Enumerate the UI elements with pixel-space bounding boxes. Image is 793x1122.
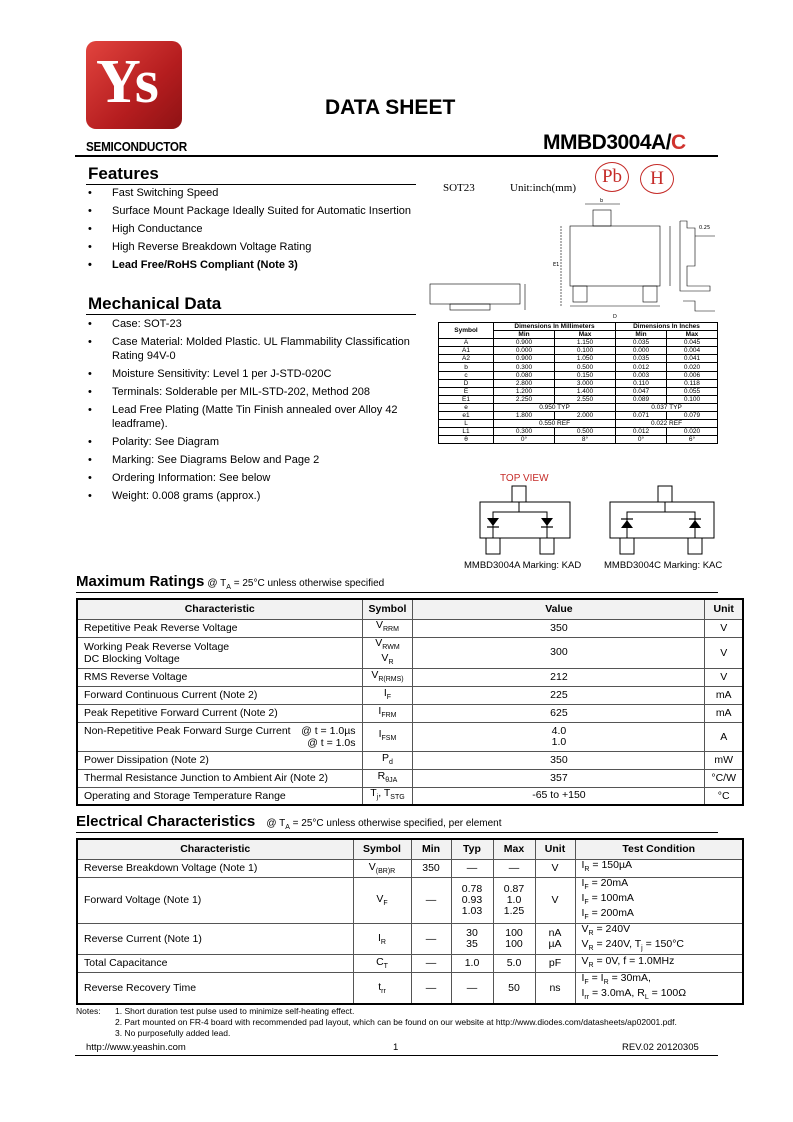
ec-header-test-condition: Test Condition bbox=[575, 839, 743, 859]
dim-in-max: 0.055 bbox=[666, 387, 717, 395]
electrical-condition bbox=[266, 818, 501, 829]
dim-mm-max: 2.000 bbox=[555, 412, 616, 420]
mr-unit: V bbox=[705, 619, 743, 637]
pb-free-badge bbox=[595, 162, 629, 192]
page-number: 1 bbox=[393, 1042, 399, 1053]
ec-characteristic: Reverse Recovery Time bbox=[77, 972, 353, 1004]
ec-symbol: $I_R$ bbox=[353, 923, 411, 954]
mechanical-item: • Lead Free Plating (Matte Tin Finish annealed over Alloy 42 leadframe). bbox=[86, 403, 421, 431]
dim-mm-max: 1.150 bbox=[555, 339, 616, 347]
company-logo bbox=[86, 41, 182, 129]
dim-in-min: 0.110 bbox=[616, 379, 667, 387]
dim-symbol: b bbox=[439, 363, 494, 371]
electrical-rule bbox=[76, 832, 718, 833]
note-item: 3. No purposefully added lead. bbox=[115, 1028, 231, 1038]
mr-symbol: $I_{FSM}$ bbox=[362, 722, 413, 751]
dim-mm-min: 0.300 bbox=[494, 428, 555, 436]
mr-unit: mA bbox=[705, 704, 743, 722]
mechanical-item: • Case Material: Molded Plastic. UL Flammability Classification Rating 94V-0 bbox=[86, 335, 421, 363]
ec-min: — bbox=[411, 877, 451, 923]
mr-value: 350 bbox=[413, 619, 705, 637]
header-rule bbox=[75, 155, 718, 157]
ec-row bbox=[77, 972, 743, 1004]
dim-row bbox=[439, 387, 718, 395]
diode-symbol-1 bbox=[487, 518, 499, 526]
mr-symbol: $P_d$ bbox=[362, 751, 413, 769]
dim-row bbox=[439, 412, 718, 420]
dim-symbol: L1 bbox=[439, 428, 494, 436]
mechanical-item: • Weight: 0.008 grams (approx.) bbox=[86, 489, 421, 503]
electrical-title: Electrical Characteristics bbox=[76, 813, 256, 830]
dim-mm-max: 2.550 bbox=[555, 395, 616, 403]
ec-header-unit: Unit bbox=[535, 839, 575, 859]
dim-in-min: 0.071 bbox=[616, 412, 667, 420]
dim-in-typ: 0.037 TYP bbox=[616, 403, 718, 411]
mr-characteristic: Power Dissipation (Note 2) bbox=[77, 751, 362, 769]
max-ratings-title: Maximum Ratings bbox=[76, 573, 205, 590]
dim-in-min: 0.003 bbox=[616, 371, 667, 379]
ec-characteristic: Total Capacitance bbox=[77, 954, 353, 972]
feature-item: • High Reverse Breakdown Voltage Rating bbox=[86, 240, 416, 254]
mechanical-rule bbox=[86, 314, 416, 315]
dim-mm-max: 0.500 bbox=[555, 428, 616, 436]
dim-row bbox=[439, 395, 718, 403]
part-number-main: MMBD3004A/ bbox=[543, 131, 672, 154]
mr-characteristic: RMS Reverse Voltage bbox=[77, 668, 362, 686]
mr-unit: A bbox=[705, 722, 743, 751]
dim-symbol: E1 bbox=[439, 395, 494, 403]
dim-symbol: A2 bbox=[439, 355, 494, 363]
ec-typ: 0.78 0.93 1.03 bbox=[451, 877, 493, 923]
document-title: DATA SHEET bbox=[325, 96, 456, 119]
mr-characteristic: Non-Repetitive Peak Forward Surge Current @ t = 1.0µs @ t = 1.0s bbox=[77, 722, 362, 751]
diode-symbol-4 bbox=[689, 520, 701, 528]
ec-min: 350 bbox=[411, 859, 451, 877]
mr-unit: °C bbox=[705, 787, 743, 805]
mr-characteristic: Working Peak Reverse Voltage DC Blocking Voltage bbox=[77, 637, 362, 668]
mr-value: 357 bbox=[413, 769, 705, 787]
dim-row bbox=[439, 355, 718, 363]
dim-symbol: E bbox=[439, 387, 494, 395]
dim-label-e1: E1 bbox=[553, 262, 560, 268]
dim-symbol: L bbox=[439, 420, 494, 428]
ec-typ: — bbox=[451, 859, 493, 877]
note-item: 2. Part mounted on FR-4 board with recommended pad layout, which can be found on our website at http://www.diodes.com/datasheets/ap02001.pdf. bbox=[115, 1017, 677, 1027]
package-outline-drawing bbox=[425, 196, 720, 321]
mr-value: 212 bbox=[413, 668, 705, 686]
mechanical-title: Mechanical Data bbox=[88, 294, 222, 313]
dim-symbol: D bbox=[439, 379, 494, 387]
mr-value: -65 to +150 bbox=[413, 787, 705, 805]
logo-text: Ys bbox=[96, 48, 153, 116]
dim-header-max: Max bbox=[555, 331, 616, 339]
dim-label-b: b bbox=[600, 198, 604, 204]
dim-mm-max: 1.400 bbox=[555, 387, 616, 395]
ec-row bbox=[77, 877, 743, 923]
mr-characteristic: Operating and Storage Temperature Range bbox=[77, 787, 362, 805]
ec-test-condition: $I_F = I_R = 30mA$, $I_{rr} = 3.0mA$, $R_L = 100\Omega$ bbox=[575, 972, 743, 1004]
dim-in-min: 0.012 bbox=[616, 428, 667, 436]
ec-header-min: Min bbox=[411, 839, 451, 859]
mr-header-symbol: Symbol bbox=[362, 599, 413, 619]
dim-in-max: 0.100 bbox=[666, 395, 717, 403]
dim-in-max: 0.006 bbox=[666, 371, 717, 379]
mr-symbol: $I_{FRM}$ bbox=[362, 704, 413, 722]
ec-characteristic: Reverse Breakdown Voltage (Note 1) bbox=[77, 859, 353, 877]
max-ratings-condition bbox=[207, 578, 384, 589]
revision: REV.02 20120305 bbox=[622, 1042, 699, 1053]
features-list bbox=[86, 186, 416, 276]
ec-max: — bbox=[493, 859, 535, 877]
mr-row bbox=[77, 769, 743, 787]
ec-test-condition: $I_R = 150\mu A$ bbox=[575, 859, 743, 877]
mr-row bbox=[77, 722, 743, 751]
ec-max: 5.0 bbox=[493, 954, 535, 972]
mr-row bbox=[77, 704, 743, 722]
ec-min: — bbox=[411, 972, 451, 1004]
mr-symbol: $I_F$ bbox=[362, 686, 413, 704]
dim-in-min: 0.047 bbox=[616, 387, 667, 395]
ec-row bbox=[77, 923, 743, 954]
marking-diagram-kad bbox=[470, 484, 580, 556]
dim-mm-typ: 0.550 REF bbox=[494, 420, 616, 428]
ec-header-symbol: Symbol bbox=[353, 839, 411, 859]
dim-symbol: c bbox=[439, 371, 494, 379]
mr-header-unit: Unit bbox=[705, 599, 743, 619]
max-ratings-table bbox=[76, 598, 744, 806]
features-title: Features bbox=[88, 164, 159, 183]
mechanical-item: • Polarity: See Diagram bbox=[86, 435, 421, 449]
top-view-label bbox=[500, 473, 549, 484]
marking-diagram-kac bbox=[608, 484, 718, 556]
dim-mm-max: 0.500 bbox=[555, 363, 616, 371]
dim-in-min: 0° bbox=[616, 436, 667, 444]
dim-row bbox=[439, 371, 718, 379]
mr-unit: V bbox=[705, 637, 743, 668]
ec-header-max: Max bbox=[493, 839, 535, 859]
dim-in-max: 0.041 bbox=[666, 355, 717, 363]
ec-max: 100 100 bbox=[493, 923, 535, 954]
mr-value: 4.0 1.0 bbox=[413, 722, 705, 751]
part-number bbox=[543, 131, 686, 155]
mr-row bbox=[77, 787, 743, 805]
diode-symbol-2 bbox=[541, 518, 553, 526]
feature-item: • Fast Switching Speed bbox=[86, 186, 416, 200]
dim-row bbox=[439, 339, 718, 347]
dim-mm-max: 1.050 bbox=[555, 355, 616, 363]
mr-unit: mA bbox=[705, 686, 743, 704]
ec-min: — bbox=[411, 923, 451, 954]
features-rule bbox=[86, 184, 416, 185]
cond-sub: A bbox=[285, 824, 290, 831]
ec-max: 0.87 1.0 1.25 bbox=[493, 877, 535, 923]
dim-row bbox=[439, 347, 718, 355]
dim-mm-min: 0° bbox=[494, 436, 555, 444]
electrical-heading bbox=[76, 813, 502, 831]
dim-mm-typ: 0.950 TYP bbox=[494, 403, 616, 411]
halogen-free-badge bbox=[640, 164, 674, 194]
mr-header-characteristic: Characteristic bbox=[77, 599, 362, 619]
mr-characteristic: Peak Repetitive Forward Current (Note 2) bbox=[77, 704, 362, 722]
mr-symbol: $V_{RRM}$ bbox=[362, 619, 413, 637]
h-badge-text: H bbox=[650, 168, 664, 189]
mr-symbol: $T_j$, $T_{STG}$ bbox=[362, 787, 413, 805]
mr-row bbox=[77, 751, 743, 769]
dim-row bbox=[439, 363, 718, 371]
notes-label: Notes: bbox=[76, 1006, 101, 1016]
footer-url[interactable]: http://www.yeashin.com bbox=[86, 1042, 186, 1053]
ec-unit: pF bbox=[535, 954, 575, 972]
dim-in-max: 0.020 bbox=[666, 363, 717, 371]
mr-unit: mW bbox=[705, 751, 743, 769]
dim-in-min: 0.000 bbox=[616, 347, 667, 355]
dim-header-symbol: Symbol bbox=[439, 323, 494, 339]
mr-symbol: $V_{R(RMS)}$ bbox=[362, 668, 413, 686]
dim-in-max: 0.045 bbox=[666, 339, 717, 347]
marking-kad-label: MMBD3004A Marking: KAD bbox=[464, 560, 582, 571]
mr-value: 350 bbox=[413, 751, 705, 769]
dim-row bbox=[439, 436, 718, 444]
package-unit: Unit:inch(mm) bbox=[510, 182, 576, 194]
ec-unit: V bbox=[535, 859, 575, 877]
dim-symbol: θ bbox=[439, 436, 494, 444]
mechanical-item: • Case: SOT-23 bbox=[86, 317, 421, 331]
dim-mm-min: 0.900 bbox=[494, 339, 555, 347]
ec-max: 50 bbox=[493, 972, 535, 1004]
top-view-text: TOP VIEW bbox=[500, 473, 549, 484]
dim-in-max: 0.118 bbox=[666, 379, 717, 387]
marking-kac-label: MMBD3004C Marking: KAC bbox=[604, 560, 723, 571]
mechanical-item: • Marking: See Diagrams Below and Page 2 bbox=[86, 453, 421, 467]
mr-header-value: Value bbox=[413, 599, 705, 619]
dim-header-in: Dimensions In Inches bbox=[616, 323, 718, 331]
dim-in-min: 0.035 bbox=[616, 355, 667, 363]
notes-list bbox=[115, 1006, 745, 1039]
dim-mm-min: 0.300 bbox=[494, 363, 555, 371]
dim-row bbox=[439, 428, 718, 436]
dim-header-max: Max bbox=[666, 331, 717, 339]
ec-characteristic: Forward Voltage (Note 1) bbox=[77, 877, 353, 923]
mr-row bbox=[77, 619, 743, 637]
dim-mm-min: 0.900 bbox=[494, 355, 555, 363]
ec-test-condition: $V_R = 0V$, f = 1.0MHz bbox=[575, 954, 743, 972]
ec-characteristic: Reverse Current (Note 1) bbox=[77, 923, 353, 954]
mr-row bbox=[77, 686, 743, 704]
electrical-table bbox=[76, 838, 744, 1005]
ec-test-condition: $I_F = 20mA$ $I_F = 100mA$ $I_F = 200mA$ bbox=[575, 877, 743, 923]
mr-unit: V bbox=[705, 668, 743, 686]
dim-in-max: 6° bbox=[666, 436, 717, 444]
diode-symbol-3 bbox=[621, 520, 633, 528]
dim-mm-max: 0.150 bbox=[555, 371, 616, 379]
ec-typ: 30 35 bbox=[451, 923, 493, 954]
footer-rule bbox=[75, 1055, 718, 1056]
ec-unit: ns bbox=[535, 972, 575, 1004]
dim-mm-min: 0.080 bbox=[494, 371, 555, 379]
dim-in-max: 0.004 bbox=[666, 347, 717, 355]
ec-symbol: $t_{rr}$ bbox=[353, 972, 411, 1004]
dim-mm-min: 1.800 bbox=[494, 412, 555, 420]
ec-typ: 1.0 bbox=[451, 954, 493, 972]
dim-symbol: A1 bbox=[439, 347, 494, 355]
dim-symbol: A bbox=[439, 339, 494, 347]
dim-label-d: D bbox=[613, 314, 617, 320]
ec-test-condition: $V_R = 240V$ $V_R = 240V$, $T_j = 150^\circ C$ bbox=[575, 923, 743, 954]
dim-mm-max: 3.000 bbox=[555, 379, 616, 387]
dim-in-min: 0.012 bbox=[616, 363, 667, 371]
ec-symbol: $C_T$ bbox=[353, 954, 411, 972]
dim-mm-min: 0.000 bbox=[494, 347, 555, 355]
cond-prefix: @ T bbox=[266, 818, 286, 829]
dim-label-025: 0.25 bbox=[699, 225, 711, 231]
ec-symbol: $V_{(BR)R}$ bbox=[353, 859, 411, 877]
ec-typ: — bbox=[451, 972, 493, 1004]
package-name: SOT23 bbox=[443, 182, 475, 194]
mr-value: 625 bbox=[413, 704, 705, 722]
dim-in-max: 0.020 bbox=[666, 428, 717, 436]
ec-header-characteristic: Characteristic bbox=[77, 839, 353, 859]
dim-in-max: 0.079 bbox=[666, 412, 717, 420]
dim-mm-max: 0.100 bbox=[555, 347, 616, 355]
company-name: SEMICONDUCTOR bbox=[86, 139, 187, 154]
max-ratings-rule bbox=[76, 592, 718, 593]
cond-prefix: @ T bbox=[207, 578, 227, 589]
dimensions-body bbox=[439, 339, 718, 444]
part-number-suffix: C bbox=[671, 131, 686, 154]
dim-header-mm: Dimensions In Millimeters bbox=[494, 323, 616, 331]
feature-item: • Surface Mount Package Ideally Suited for Automatic Insertion bbox=[86, 204, 416, 218]
feature-item: • Lead Free/RoHS Compliant (Note 3) bbox=[86, 258, 416, 272]
mechanical-item: • Ordering Information: See below bbox=[86, 471, 421, 485]
ec-row bbox=[77, 859, 743, 877]
mr-symbol: $V_{RWM}$ $V_R$ bbox=[362, 637, 413, 668]
mechanical-item: • Moisture Sensitivity: Level 1 per J-STD-020C bbox=[86, 367, 421, 381]
dim-mm-max: 8° bbox=[555, 436, 616, 444]
ec-unit: nA µA bbox=[535, 923, 575, 954]
dim-header-min: Min bbox=[494, 331, 555, 339]
mr-value: 225 bbox=[413, 686, 705, 704]
dim-in-min: 0.035 bbox=[616, 339, 667, 347]
note-item: 1. Short duration test pulse used to minimize self-heating effect. bbox=[115, 1006, 355, 1016]
dim-in-typ: 0.022 REF bbox=[616, 420, 718, 428]
dim-row bbox=[439, 379, 718, 387]
cond-sub: A bbox=[226, 584, 231, 591]
feature-item: • High Conductance bbox=[86, 222, 416, 236]
dim-symbol: e bbox=[439, 403, 494, 411]
mr-characteristic: Thermal Resistance Junction to Ambient Air (Note 2) bbox=[77, 769, 362, 787]
mr-row bbox=[77, 637, 743, 668]
cond-rest: = 25°C unless otherwise specified bbox=[230, 578, 385, 589]
dim-header-min: Min bbox=[616, 331, 667, 339]
dim-symbol: e1 bbox=[439, 412, 494, 420]
ec-min: — bbox=[411, 954, 451, 972]
dim-mm-min: 2.800 bbox=[494, 379, 555, 387]
mr-value: 300 bbox=[413, 637, 705, 668]
mechanical-list bbox=[86, 317, 421, 507]
dim-row bbox=[439, 420, 718, 428]
max-ratings-body bbox=[77, 619, 743, 805]
dim-mm-min: 1.200 bbox=[494, 387, 555, 395]
mr-symbol: $R_{\theta JA}$ bbox=[362, 769, 413, 787]
ec-row bbox=[77, 954, 743, 972]
electrical-body bbox=[77, 859, 743, 1004]
mechanical-item: • Terminals: Solderable per MIL-STD-202, Method 208 bbox=[86, 385, 421, 399]
dim-row bbox=[439, 403, 718, 411]
ec-header-typ: Typ bbox=[451, 839, 493, 859]
mr-characteristic: Forward Continuous Current (Note 2) bbox=[77, 686, 362, 704]
cond-rest: = 25°C unless otherwise specified, per element bbox=[289, 818, 502, 829]
dimensions-table bbox=[438, 322, 718, 444]
ec-symbol: $V_F$ bbox=[353, 877, 411, 923]
mr-unit: °C/W bbox=[705, 769, 743, 787]
mr-characteristic: Repetitive Peak Reverse Voltage bbox=[77, 619, 362, 637]
mr-row bbox=[77, 668, 743, 686]
max-ratings-heading bbox=[76, 573, 384, 591]
dim-mm-min: 2.250 bbox=[494, 395, 555, 403]
ec-unit: V bbox=[535, 877, 575, 923]
dim-in-min: 0.089 bbox=[616, 395, 667, 403]
pb-badge-text: Pb bbox=[601, 166, 623, 187]
